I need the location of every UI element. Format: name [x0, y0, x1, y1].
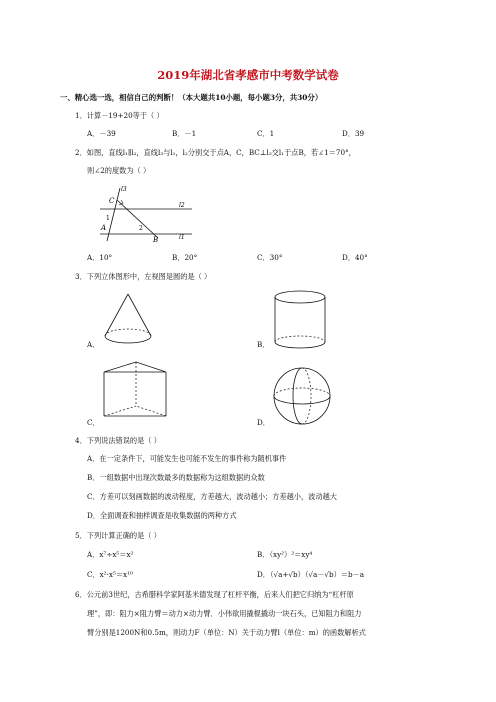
- label-c: C: [109, 197, 115, 205]
- q4-option-d[interactable]: D．全面调查和抽样调查是收集数据的两种方式: [87, 511, 237, 520]
- label-angle-2: 2: [139, 225, 143, 232]
- q6-stem-line-3: 臂分别是1200N和0.5m，则动力F（单位：N）关于动力臂l（单位：m）的函数解析式: [87, 628, 366, 637]
- q1-option-b[interactable]: B．－1: [172, 129, 197, 138]
- segment-bc: [117, 200, 158, 238]
- label-b: B: [153, 236, 159, 243]
- q1-stem: 1．计算－19+20等于（ ）: [75, 111, 164, 120]
- triangular-prism-icon: [100, 358, 170, 420]
- label-l2: l2: [179, 202, 185, 209]
- q2-option-d[interactable]: D．40°: [342, 253, 368, 262]
- q2-stem-cont: 则∠2的度数为（ ）: [87, 166, 151, 175]
- q2-figure: [92, 183, 202, 243]
- label-l3: l3: [121, 186, 127, 193]
- q3-option-d[interactable]: D．: [257, 418, 270, 427]
- label-a: A: [101, 224, 107, 232]
- section-heading: 一、精心选一选，相信自己的判断！（本大题共10小题，每小题3分，共30分）: [60, 93, 323, 102]
- label-l1: l1: [179, 234, 185, 241]
- q2-option-a[interactable]: A．10°: [87, 253, 113, 262]
- q4-stem: 4．下列说法错误的是（ ）: [75, 436, 161, 445]
- label-angle-1: 1: [106, 215, 110, 222]
- q5-option-b[interactable]: B．（xy²）²＝xy⁴: [257, 550, 313, 559]
- q3-option-a[interactable]: A．: [87, 340, 100, 349]
- q1-option-a[interactable]: A．－39: [87, 129, 116, 138]
- q5-option-d[interactable]: D．（√a+√b）（√a－√b）＝b－a: [257, 570, 365, 579]
- q2-stem: 2．如图，直线l₁∥l₂，直线l₃与l₁，l₂分别交于点A，C，BC⊥l₃交l₁于点B，若∠1＝70°，: [75, 148, 356, 157]
- q1-option-d[interactable]: D．39: [342, 129, 365, 138]
- q2-option-c[interactable]: C．30°: [257, 253, 283, 262]
- cylinder-icon: [270, 288, 330, 352]
- cone-icon: [98, 290, 158, 350]
- q3-stem: 3．下列立体图形中，左视图是圆的是（ ）: [75, 272, 212, 281]
- q5-option-c[interactable]: C．x²·x⁵＝x¹⁰: [87, 570, 133, 579]
- q2-option-b[interactable]: B．20°: [172, 253, 198, 262]
- page-title: 2019年湖北省孝感市中考数学试卷: [157, 68, 339, 82]
- q4-option-c[interactable]: C．方差可以刻画数据的波动程度，方差越大，波动越小；方差越小，波动越大: [87, 492, 337, 501]
- q3-option-b[interactable]: B．: [257, 340, 270, 349]
- q5-option-a[interactable]: A．x⁷÷x⁵＝x²: [87, 550, 134, 559]
- q6-stem-line-2: 理”，即：阻力×阻力臂＝动力×动力臂．小伟欲用撬棍撬动一块石头，已知阻力和阻力: [87, 609, 362, 618]
- q5-stem: 5．下列计算正确的是（ ）: [75, 531, 161, 540]
- sphere-icon: [270, 364, 334, 428]
- q1-option-c[interactable]: C．1: [257, 129, 275, 138]
- q6-stem-line-1: 6．公元前3世纪，古希腊科学家阿基米德发现了杠杆平衡，后来人们把它归纳为“杠杆原: [75, 590, 354, 599]
- q3-option-c[interactable]: C．: [87, 418, 100, 427]
- q4-option-b[interactable]: B．一组数据中出现次数最多的数据称为这组数据的众数: [87, 473, 265, 482]
- q4-option-a[interactable]: A．在一定条件下，可能发生也可能不发生的事件称为随机事件: [87, 454, 287, 463]
